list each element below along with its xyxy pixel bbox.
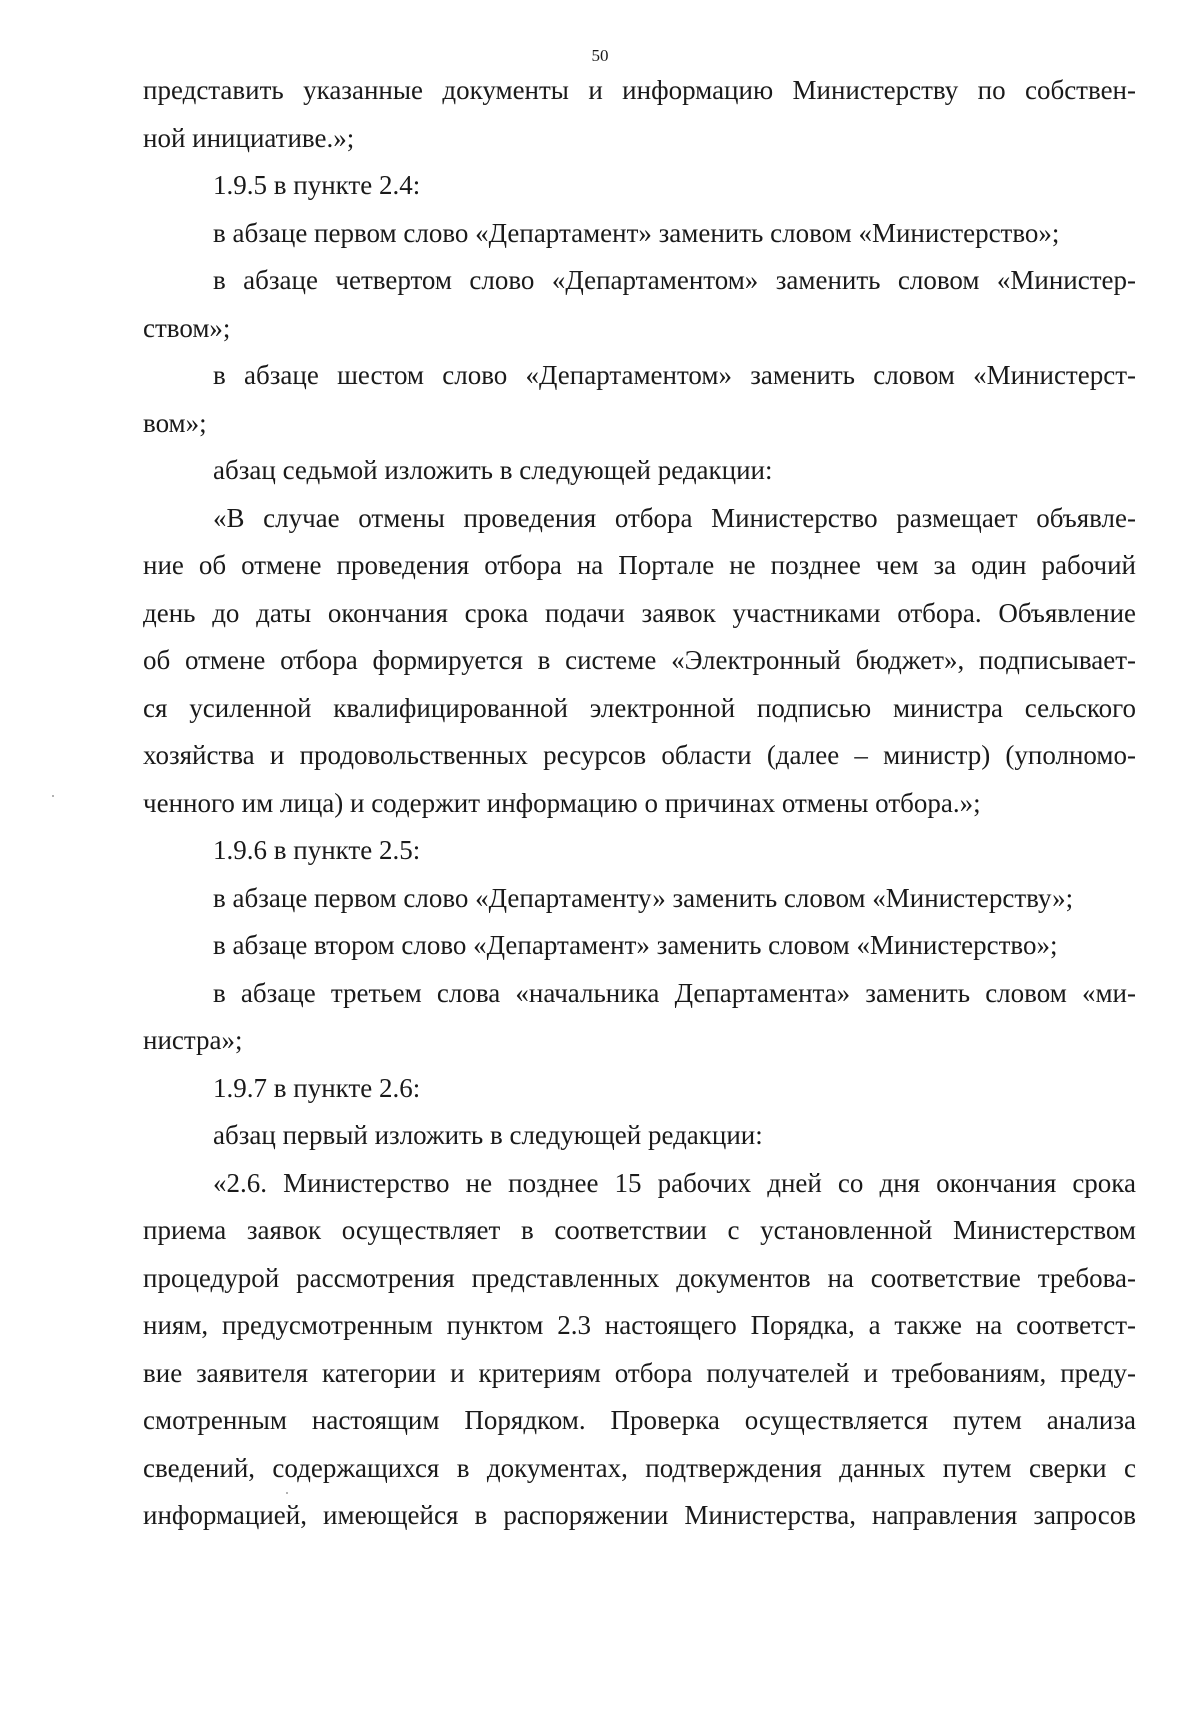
text-line: смотренным настоящим Порядком. Проверка осуществляется путем анализа: [143, 1405, 1136, 1435]
text-line: «В случае отмены проведения отбора Министерство размещает объявле-: [213, 502, 1136, 533]
text-line: в абзаце шестом слово «Департаментом» заменить словом «Министерст-: [213, 360, 1136, 390]
text-line: нистра»;: [143, 1025, 243, 1055]
text-line: день до даты окончания срока подачи заявок участниками отбора. Объявление: [143, 597, 1136, 628]
text-line: ся усиленной квалифицированной электронной подписью министра сельского: [143, 692, 1136, 723]
text-line: в абзаце втором слово «Департамент» заменить словом «Министерство»;: [213, 930, 1058, 960]
text-line: приема заявок осуществляет в соответствии с установленной Министерством: [143, 1215, 1136, 1245]
text-line: абзац седьмой изложить в следующей редакции:: [213, 455, 773, 485]
text-line: сведений, содержащихся в документах, подтверждения данных путем сверки с: [143, 1452, 1136, 1483]
text-line: ством»;: [143, 312, 231, 343]
text-line: «2.6. Министерство не позднее 15 рабочих дней со дня окончания срока: [213, 1167, 1136, 1198]
scan-speck: [286, 1492, 288, 1494]
text-line: в абзаце первом слово «Департаменту» заменить словом «Министерству»;: [213, 882, 1074, 913]
text-line: ченного им лица) и содержит информацию о причинах отмены отбора.»;: [143, 787, 981, 818]
text-line: вие заявителя категории и критериям отбора получателей и требованиям, преду-: [143, 1357, 1136, 1388]
text-line: в абзаце четвертом слово «Департаментом» заменить словом «Министер-: [213, 265, 1136, 295]
scan-speck: [52, 795, 54, 797]
text-line: информацией, имеющейся в распоряжении Министерства, направления запросов: [143, 1500, 1136, 1530]
text-line: об отмене отбора формируется в системе «Электронный бюджет», подписывает-: [143, 645, 1136, 675]
text-line: в абзаце первом слово «Департамент» заменить словом «Министерство»;: [213, 217, 1060, 248]
page-number: 50: [591, 46, 609, 65]
text-line: ние об отмене проведения отбора на Портале не позднее чем за один рабочий: [143, 550, 1136, 580]
text-line: абзац первый изложить в следующей редакции:: [213, 1120, 763, 1150]
text-line: 1.9.6 в пункте 2.5:: [213, 835, 421, 865]
text-line: 1.9.5 в пункте 2.4:: [213, 170, 421, 200]
text-line: представить указанные документы и информацию Министерству по собствен-: [143, 75, 1136, 105]
text-line: 1.9.7 в пункте 2.6:: [213, 1072, 421, 1103]
text-line: в абзаце третьем слова «начальника Департамента» заменить словом «ми-: [213, 977, 1136, 1008]
text-line: ниям, предусмотренным пунктом 2.3 настоящего Порядка, а также на соответст-: [143, 1310, 1136, 1340]
text-line: вом»;: [143, 407, 207, 438]
text-line: хозяйства и продовольственных ресурсов области (далее – министр) (уполномо-: [143, 740, 1136, 770]
text-line: процедурой рассмотрения представленных документов на соответствие требова-: [143, 1262, 1136, 1293]
document-body: [143, 67, 1136, 1540]
text-line: ной инициативе.»;: [143, 122, 355, 153]
